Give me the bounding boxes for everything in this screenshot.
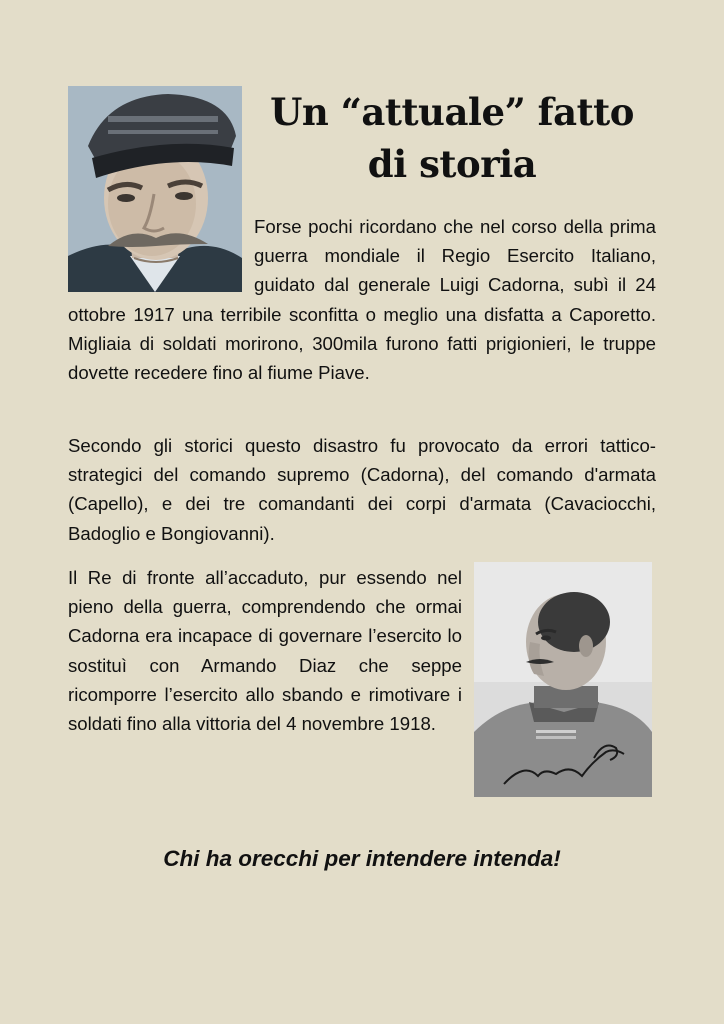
paragraph-1-text: Forse pochi ricordano che nel corso della prima guerra mondiale il Regio Esercito Italiano, guidato dal generale Luigi Cadorna, subì il 24 ottobre 1917 una terribile sconfitta o meglio una disfatta a Caporetto. Migliaia di soldati morirono, 300mila furono fatti prigionieri, le truppe dovette recedere fino al fiume Piave. <box>68 216 656 384</box>
closing-motto: Chi ha orecchi per intendere intenda! <box>163 846 561 871</box>
page-title: Un “attuale” fatto di storia <box>270 90 634 186</box>
photo-wrap-spacer <box>68 212 254 296</box>
paragraph-2: Secondo gli storici questo disastro fu provocato da errori tattico-strategici del comando supremo (Cadorna), del comando d'armata (Capello), e dei tre comandanti dei corpi d'armata (Cavaciocchi, Badoglio e Bongiovanni). <box>68 435 656 544</box>
portrait-photo-diaz <box>474 562 652 797</box>
paragraph-3: Il Re di fronte all’accaduto, pur essendo nel pieno della guerra, comprendendo che ormai Cadorna era incapace di governare l’esercito lo sostituì con Armando Diaz che seppe ricomporre l’esercito allo sbando e rimotivare i soldati fino alla vittoria del 4 novembre 1918. <box>68 567 462 735</box>
paragraph-1 <box>68 212 656 387</box>
